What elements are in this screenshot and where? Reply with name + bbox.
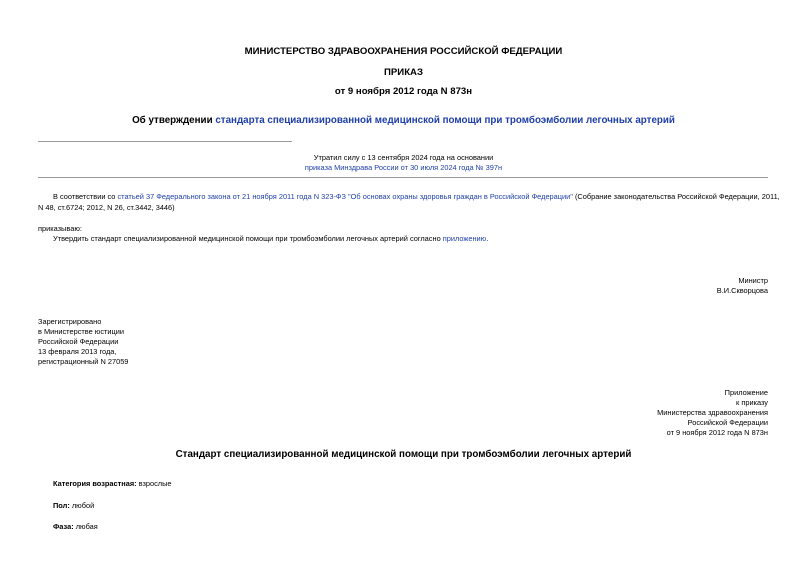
registration-line: Зарегистрировано [38, 317, 102, 326]
preamble-line-1 [53, 192, 780, 202]
title-prefix: Об утверждении [132, 115, 216, 126]
field-value: любая [73, 522, 98, 531]
registration-line: регистрационный N 27059 [38, 357, 129, 366]
field-label: Категория возрастная: [53, 479, 137, 488]
appendix-line: к приказу [736, 398, 768, 407]
full-divider [38, 177, 768, 178]
short-divider [38, 141, 292, 142]
appendix-line: Российской Федерации [687, 418, 768, 427]
field-phase [53, 522, 98, 532]
order-word: приказываю: [38, 224, 82, 233]
field-label: Фаза: [53, 522, 74, 531]
preamble-suffix: (Собрание законодательства Российской Федерации, 2011, [572, 192, 780, 201]
approve-prefix: Утвердить стандарт специализированной медицинской помощи при тромбоэмболии легочных артерий согласно [53, 234, 443, 243]
status-line: Утратил силу с 13 сентября 2024 года на основании [313, 153, 494, 162]
standard-title: Стандарт специализированной медицинской помощи при тромбоэмболии легочных артерий [175, 449, 632, 460]
field-value: любой [69, 501, 95, 510]
registration-line: в Министерстве юстиции [38, 327, 125, 336]
title-standard-link[interactable]: стандарта специализированной медицинской помощи при тромбоэмболии легочных артерий [215, 115, 675, 126]
registration-line: Российской Федерации [38, 337, 119, 346]
ministry-heading: МИНИСТЕРСТВО ЗДРАВООХРАНЕНИЯ РОССИЙСКОЙ ФЕДЕРАЦИИ [244, 46, 563, 57]
approve-suffix: . [486, 234, 489, 243]
field-sex [53, 501, 94, 511]
document-title [0, 115, 807, 126]
document-date-number: от 9 ноября 2012 года N 873н [334, 86, 473, 97]
signature-position: Министр [738, 276, 768, 285]
preamble-prefix: В соответствии со [53, 192, 118, 201]
approve-line [53, 234, 488, 244]
signature-name: В.И.Скворцова [716, 286, 768, 295]
field-label: Пол: [53, 501, 70, 510]
field-value: взрослые [136, 479, 172, 488]
registration-line: 13 февраля 2013 года, [38, 347, 117, 356]
appendix-line: от 9 ноября 2012 года N 873н [666, 428, 768, 437]
federal-law-link[interactable]: статьей 37 Федерального закона от 21 ноября 2011 года N 323-ФЗ "Об основах охраны здоровья граждан в Российской Федерации" [117, 192, 573, 201]
document-type: ПРИКАЗ [384, 67, 423, 78]
preamble-line-2: N 48, ст.6724; 2012, N 26, ст.3442, 3446) [38, 203, 175, 212]
repeal-order-link[interactable]: приказа Минздрава России от 30 июля 2024 года № 397н [304, 163, 503, 172]
field-age-category [53, 479, 172, 489]
appendix-link[interactable]: приложению [442, 234, 487, 243]
appendix-line: Министерства здравоохранения [657, 408, 768, 417]
appendix-line: Приложение [724, 388, 768, 397]
